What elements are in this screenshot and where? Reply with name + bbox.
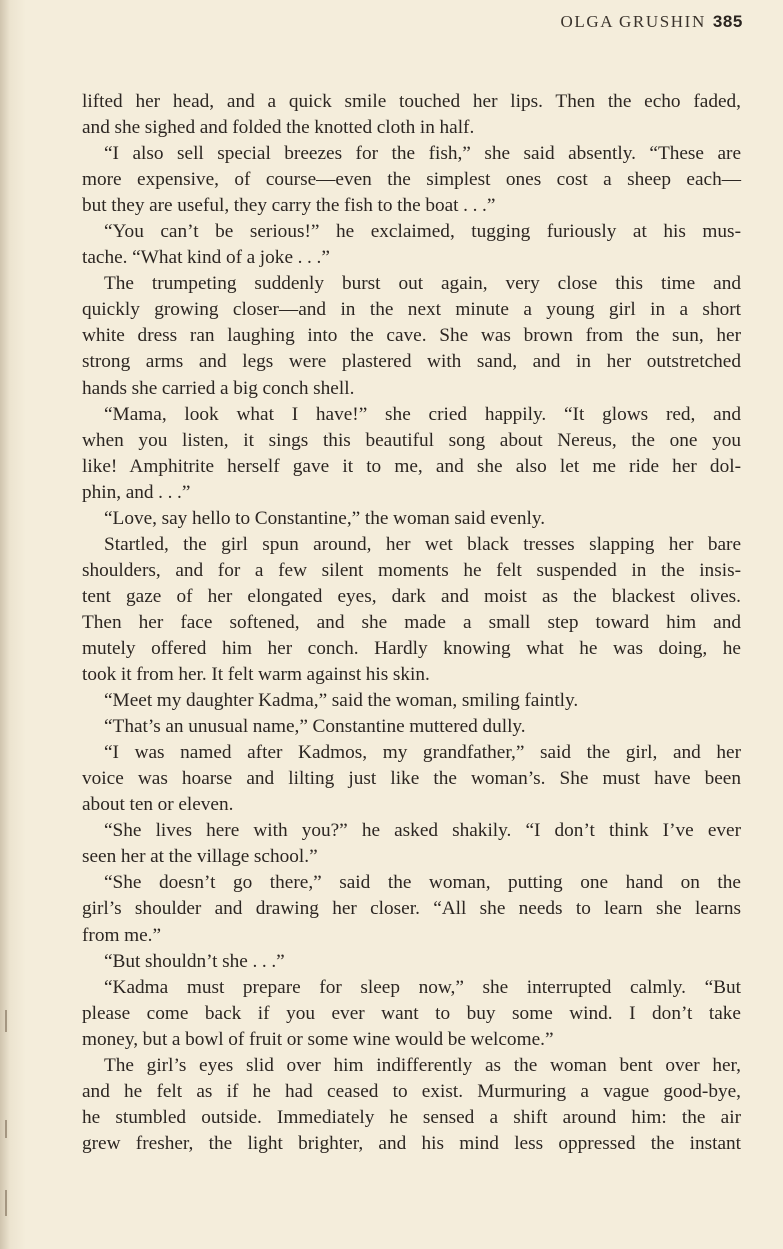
text-line: but they are useful, they carry the fish to the boat . . .” (82, 195, 496, 217)
page-edge-mark (5, 1120, 7, 1138)
body-text (82, 89, 741, 1157)
text-line: tache. “What kind of a joke . . .” (82, 247, 330, 269)
paragraph (82, 532, 741, 688)
text-line: strong arms and legs were plastered with sand, and in her outstretched (82, 351, 741, 373)
text-line: “I also sell special breezes for the fish,” she said absently. “These are (104, 143, 741, 165)
paragraph (82, 506, 741, 532)
paragraph (82, 402, 741, 506)
paragraph (82, 141, 741, 219)
text-line: when you listen, it sings this beautiful song about Nereus, the one you (82, 429, 741, 451)
text-line: “She doesn’t go there,” said the woman, putting one hand on the (104, 872, 741, 894)
text-line: “But shouldn’t she . . .” (104, 950, 285, 972)
text-line: “Meet my daughter Kadma,” said the woman, smiling faintly. (104, 690, 579, 712)
text-line: and he felt as if he had ceased to exist. Murmuring a vague good-bye, (82, 1080, 741, 1102)
text-line: more expensive, of course—even the simplest ones cost a sheep each— (82, 169, 741, 191)
text-line: voice was hoarse and lilting just like the woman’s. She must have been (82, 768, 741, 790)
paragraph (82, 219, 741, 271)
running-head (561, 12, 743, 32)
text-line: white dress ran laughing into the cave. She was brown from the sun, her (82, 325, 741, 347)
text-line: “That’s an unusual name,” Constantine muttered dully. (104, 716, 526, 738)
text-line: girl’s shoulder and drawing her closer. “All she needs to learn she learns (82, 898, 741, 920)
text-line: lifted her head, and a quick smile touched her lips. Then the echo faded, (82, 91, 741, 112)
text-line: seen her at the village school.” (82, 846, 318, 868)
text-line: grew fresher, the light brighter, and his mind less oppressed the instant (82, 1132, 741, 1154)
text-line: “She lives here with you?” he asked shakily. “I don’t think I’ve ever (104, 820, 741, 842)
page-number: 385 (712, 12, 743, 31)
running-head-author: OLGA GRUSHIN (560, 12, 706, 31)
text-line: he stumbled outside. Immediately he sensed a shift around him: the air (82, 1106, 741, 1128)
text-line: “Love, say hello to Constantine,” the woman said evenly. (104, 507, 546, 529)
paragraph (82, 975, 741, 1053)
text-line: from me.” (82, 924, 162, 946)
paragraph (82, 740, 741, 818)
text-line: shoulders, and for a few silent moments he felt suspended in the insis- (82, 559, 741, 581)
text-line: quickly growing closer—and in the next minute a young girl in a short (82, 299, 741, 321)
page-edge-mark (5, 1190, 7, 1216)
text-line: mutely offered him her conch. Hardly knowing what he was doing, he (82, 637, 741, 659)
paragraph (82, 688, 741, 714)
text-line: “I was named after Kadmos, my grandfather,” said the girl, and her (104, 742, 741, 764)
paragraph (82, 949, 741, 975)
text-line: “You can’t be serious!” he exclaimed, tugging furiously at his mus- (104, 221, 741, 243)
text-line: Then her face softened, and she made a small step toward him and (82, 611, 741, 633)
text-line: The trumpeting suddenly burst out again, very close this time and (104, 273, 741, 295)
text-line: tent gaze of her elongated eyes, dark and moist as the blackest olives. (82, 585, 741, 607)
text-line: “Mama, look what I have!” she cried happily. “It glows red, and (104, 403, 741, 425)
text-line: please come back if you ever want to buy some wind. I don’t take (82, 1002, 741, 1024)
text-line: and she sighed and folded the knotted cloth in half. (82, 117, 475, 139)
paragraph (82, 271, 741, 401)
text-line: phin, and . . .” (82, 481, 191, 503)
paragraph (82, 1053, 741, 1157)
paragraph (82, 870, 741, 948)
paragraph (82, 714, 741, 740)
page-edge-mark (5, 1010, 7, 1032)
text-line: took it from her. It felt warm against his skin. (82, 664, 430, 686)
paragraph (82, 89, 741, 141)
text-line: like! Amphitrite herself gave it to me, and she also let me ride her dol- (82, 455, 741, 477)
text-line: hands she carried a big conch shell. (82, 377, 355, 399)
text-line: about ten or eleven. (82, 794, 234, 816)
paragraph (82, 818, 741, 870)
text-line: Startled, the girl spun around, her wet black tresses slapping her bare (104, 533, 741, 555)
text-line: The girl’s eyes slid over him indifferently as the woman bent over her, (104, 1054, 741, 1076)
text-line: money, but a bowl of fruit or some wine would be welcome.” (82, 1028, 554, 1050)
text-line: “Kadma must prepare for sleep now,” she interrupted calmly. “But (104, 976, 741, 998)
